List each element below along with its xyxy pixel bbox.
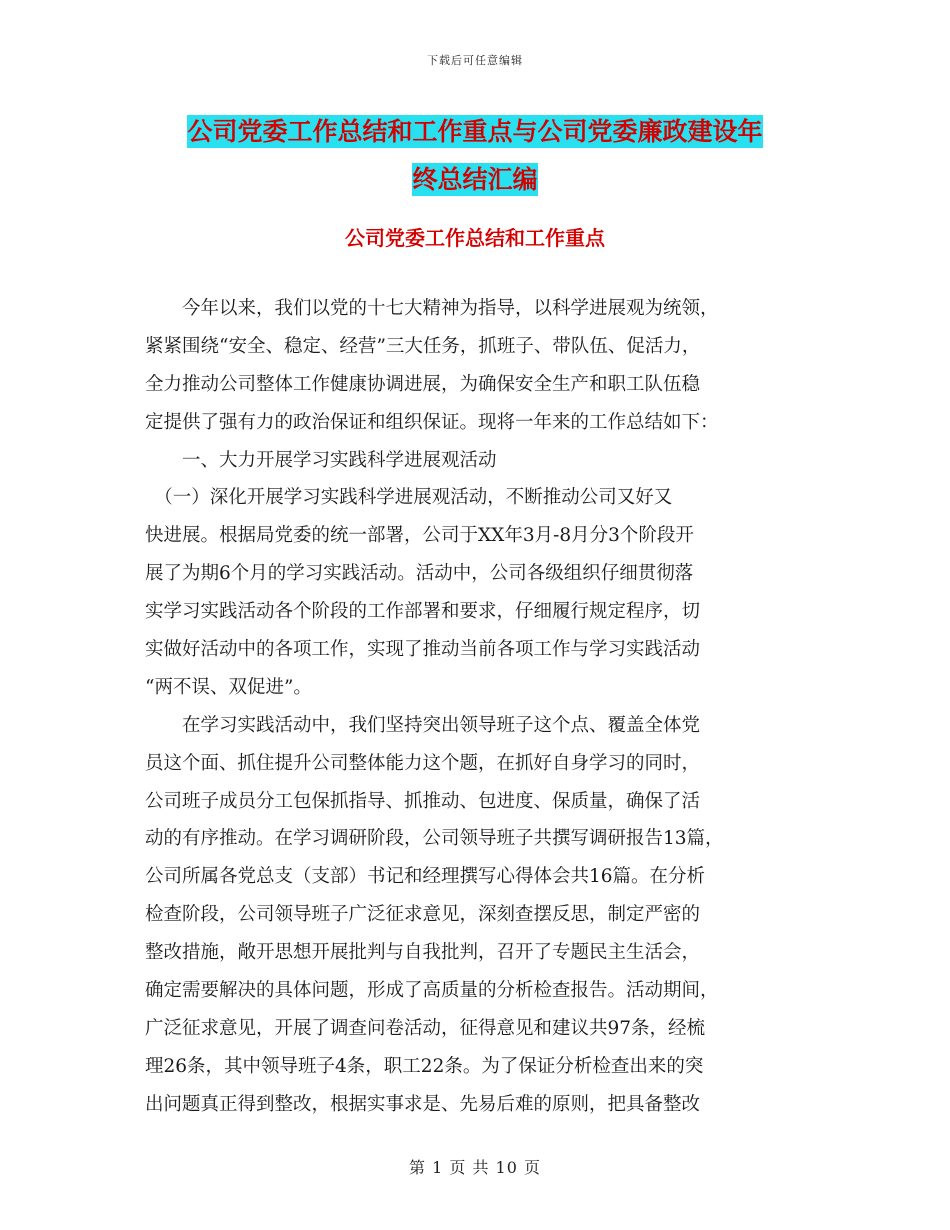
body-line: 确定需要解决的具体问题，形成了高质量的分析检查报告。活动期间， [145, 980, 719, 1002]
body-line: 今年以来，我们以党的十七大精神为指导，以科学进展观为统领， [145, 298, 719, 319]
body-line: 出问题真正得到整改，根据实事求是、先易后难的原则，把具备整改 [145, 1093, 701, 1115]
body-line: 动的有序推动。在学习调研阶段，公司领导班子共撰写调研报告13篇， [145, 828, 724, 850]
body-line: 整改措施，敞开思想开展批判与自我批判，召开了专题民主生活会， [145, 942, 701, 964]
body-line: 一、大力开展学习实践科学进展观活动 [145, 449, 497, 471]
document-title-line-1: 公司党委工作总结和工作重点与公司党委廉政建设年 [187, 117, 763, 146]
body-line: 公司班子成员分工包保抓指导、抓推动、包进度、保质量，确保了活 [145, 790, 701, 812]
body-text [145, 290, 805, 1124]
document-title [150, 108, 800, 204]
body-line: 广泛征求意见，开展了调查问卷活动，征得意见和建议共97条，经梳 [145, 1017, 706, 1039]
body-line: 展了为期6个月的学习实践活动。活动中，公司各级组织仔细贯彻落 [145, 563, 694, 585]
body-line: 紧紧围绕“安全、稳定、经营”三大任务，抓班子、带队伍、促活力， [145, 335, 701, 357]
body-line: 全力推动公司整体工作健康协调进展，为确保安全生产和职工队伍稳 [145, 373, 701, 395]
body-line: （一）深化开展学习实践科学进展观活动，不断推动公司又好又 [145, 487, 673, 509]
body-line: 员这个面、抓住提升公司整体能力这个题，在抓好自身学习的同时， [145, 752, 701, 774]
page-number: 第 1 页 共 10 页 [409, 1158, 541, 1177]
body-line: 检查阶段，公司领导班子广泛征求意见，深刻查摆反思，制定严密的 [145, 904, 701, 926]
body-line: 公司所属各党总支（支部）书记和经理撰写心得体会共16篇。在分析 [145, 866, 706, 888]
body-line: 实做好活动中的各项工作，实现了推动当前各项工作与学习实践活动 [145, 639, 701, 661]
body-line: 定提供了强有力的政治保证和组织保证。现将一年来的工作总结如下： [145, 411, 719, 433]
section-heading: 公司党委工作总结和工作重点 [345, 226, 605, 250]
document-title-line-2: 终总结汇编 [412, 165, 538, 194]
page-header-note: 下载后可任意编辑 [427, 54, 523, 67]
body-line: “两不误、双促进”。 [145, 676, 312, 698]
body-line: 在学习实践活动中，我们坚持突出领导班子这个点、覆盖全体党 [145, 714, 701, 736]
body-line: 理26条，其中领导班子4条，职工22条。为了保证分析检查出来的突 [145, 1055, 704, 1077]
body-line: 快进展。根据局党委的统一部署，公司于XX年3月-8月分3个阶段开 [145, 525, 694, 547]
body-line: 实学习实践活动各个阶段的工作部署和要求，仔细履行规定程序，切 [145, 601, 701, 623]
